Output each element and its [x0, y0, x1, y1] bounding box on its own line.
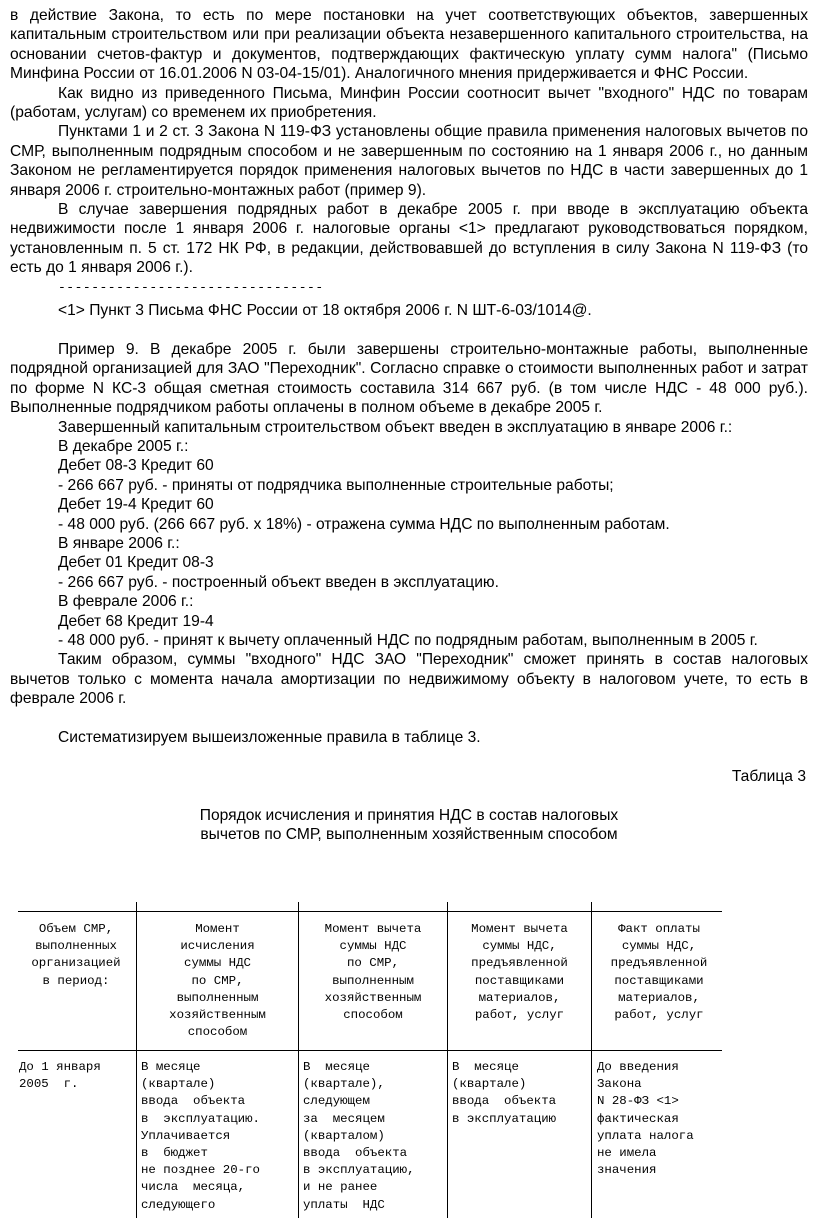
table-cell: До введения Закона N 28-ФЗ <1> фактическая уплата налога не имела значения: [597, 1060, 694, 1178]
paragraph: Как видно из приведенного Письма, Минфин России соотносит вычет "входного" НДС по товарам (работам, услугам) со временем их приобретения.: [10, 84, 808, 122]
table-title: вычетов по СМР, выполненным хозяйственным способом: [200, 826, 618, 843]
table-header-cell: Момент вычета суммы НДС по СМР, выполненным хозяйственным способом: [324, 922, 422, 1023]
example-last-entry: - 48 000 руб. - принят к вычету оплаченный НДС по подрядным работам, выполненным в 2005 г.: [58, 631, 758, 649]
column-divider: [591, 902, 592, 1218]
example-conclusion: Таким образом, суммы "входного" НДС ЗАО "Переходник" сможет принять в состав налоговых вычетов только с момента начала амортизации по недвижимому объекту в налоговом учете, то есть в феврале 2006 г.: [10, 651, 808, 708]
example-line: В январе 2006 г.:: [58, 534, 180, 552]
table-header-cell: Объем СМР, выполненных организацией в период:: [31, 922, 121, 988]
example-line: Дебет 19-4 Кредит 60: [58, 496, 214, 514]
example-line: Дебет 08-3 Кредит 60: [58, 457, 214, 475]
table-top-rule: [18, 911, 722, 912]
example-intro: Пример 9. В декабре 2005 г. были завершены строительно-монтажные работы, выполненные подрядной организацией для ЗАО "Переходник". Согласно справке о стоимости выполненных работ и затрат по форме N КС-3 общая сметная стоимость составила 314 667 руб. (в том числе НДС - 48 000 руб.). Выполненные подрядчиком работы оплачены в полном объеме в декабре 2005 г.: [10, 340, 808, 417]
table-header-cell: Момент исчисления суммы НДС по СМР, выполненным хозяйственным способом: [169, 922, 266, 1040]
table-cell: В месяце (квартале) ввода объекта в эксплуатацию: [452, 1060, 557, 1126]
table-label: Таблица 3: [731, 767, 806, 785]
footnote-separator: --------------------------------: [58, 279, 324, 295]
example-line: - 266 667 руб. - приняты от подрядчика выполненные строительные работы;: [58, 476, 614, 494]
example-line: В феврале 2006 г.:: [58, 593, 194, 611]
table-cell: До 1 января 2005 г.: [19, 1060, 101, 1092]
example-line: Завершенный капитальным строительством объект введен в эксплуатацию в январе 2006 г.:: [58, 418, 733, 436]
example-line: Дебет 01 Кредит 08-3: [58, 554, 214, 572]
systematize-text: Систематизируем вышеизложенные правила в таблице 3.: [58, 729, 481, 746]
example-line: В декабре 2005 г.:: [58, 437, 189, 455]
paragraph: Пунктами 1 и 2 ст. 3 Закона N 119-ФЗ установлены общие правила применения налоговых вычетов по СМР, выполненным подрядным способом и не завершенным по состоянию на 1 января 2006 г., но данным Законом не регламентируется порядок применения налоговых вычетов по НДС в части завершенных до 1 января 2006 г. строительно-монтажных работ (пример 9).: [10, 123, 808, 199]
table-title: Порядок исчисления и принятия НДС в состав налоговых: [199, 806, 619, 824]
paragraph: В случае завершения подрядных работ в декабре 2005 г. при вводе в эксплуатацию объекта недвижимости после 1 января 2006 г. налоговые органы <1> предлагают руководствоваться порядком, установленным п. 5 ст. 172 НК РФ, в редакции, действовавшей до вступления в силу Закона N 119-ФЗ (то есть до 1 января 2006 г.).: [10, 201, 808, 277]
example-line: - 48 000 руб. (266 667 руб. x 18%) - отражена сумма НДС по выполненным работам.: [58, 515, 670, 533]
document-body: [10, 6, 808, 844]
paragraph: в действие Закона, то есть по мере постановки на учет соответствующих объектов, завершенных капитальным строительством или при реализации объекта незавершенного капитального строительства, на основании счетов-фактур и документов, подтверждающих фактическую уплату сумм налога" (Письмо Минфина России от 16.01.2006 N 03-04-15/01). Аналогичного мнения придерживается и ФНС России.: [10, 7, 808, 83]
table-header-rule: [18, 1050, 722, 1051]
column-divider: [298, 902, 299, 1218]
example-line: Дебет 68 Кредит 19-4: [58, 612, 214, 630]
example-line: - 266 667 руб. - построенный объект введен в эксплуатацию.: [58, 573, 499, 591]
column-divider: [136, 902, 137, 1218]
table-header-cell: Момент вычета суммы НДС, предъявленной поставщиками материалов, работ, услуг: [471, 922, 568, 1023]
column-divider: [447, 902, 448, 1218]
footnote: <1> Пункт 3 Письма ФНС России от 18 октября 2006 г. N ШТ-6-03/1014@.: [58, 302, 592, 320]
table-cell: В месяце (квартале) ввода объекта в эксплуатацию. Уплачивается в бюджет не позднее 20-го числа месяца, следующего: [141, 1060, 260, 1212]
table-cell: В месяце (квартале), следующем за месяцем (кварталом) ввода объекта в эксплуатацию, и не ранее уплаты НДС: [303, 1060, 415, 1212]
table-header-cell: Факт оплаты суммы НДС, предъявленной поставщиками материалов, работ, услуг: [610, 922, 708, 1023]
